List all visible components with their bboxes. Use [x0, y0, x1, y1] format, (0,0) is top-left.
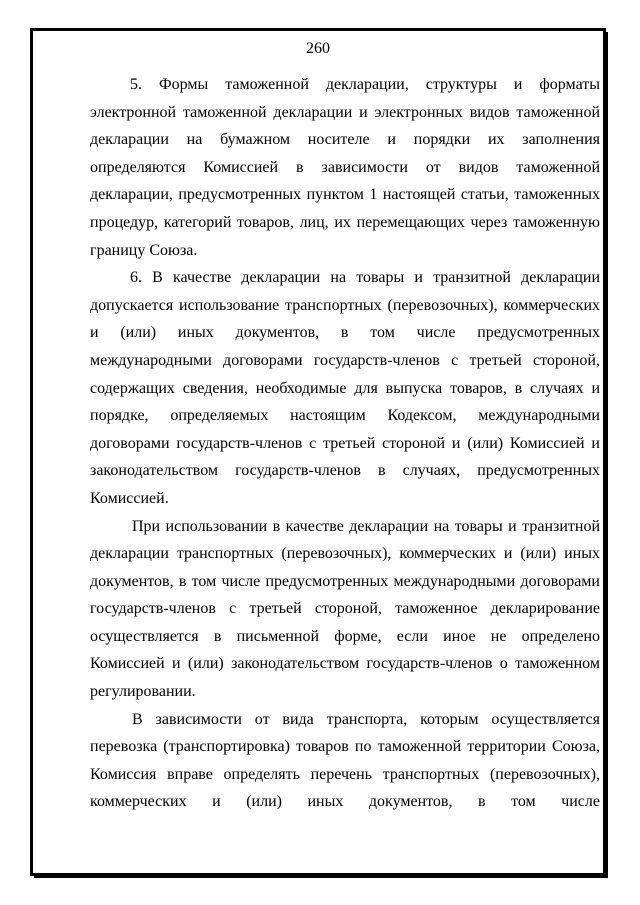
paragraph-6: 6. В качестве декларации на товары и транзитной декларации допускается использование транспортных (перевозочных), коммерческих и (или) иных документов, в том числе предусмотренных международными договорами государств-членов с третьей стороной, содержащих сведения, необходимые для выпуска товаров, в случаях и порядке, определяемых настоящим Кодексом, международными договорами государств-членов с третьей стороной и (или) Комиссией и законодательством государств-членов в случаях, предусмотренных Комиссией.: [90, 269, 600, 507]
paragraph-6-part-3: В зависимости от вида транспорта, которым осуществляется перевозка (транспортировка) товаров по таможенной территории Союза, Комиссия вправе определять перечень транспортных (перевозочных), коммерческих и (или) иных документов, в том числе: [90, 710, 600, 811]
page-number: 260: [306, 40, 330, 57]
paragraph-6-part-2: При использовании в качестве декларации на товары и транзитной декларации транспортных (перевозочных), коммерческих и (или) иных документов, в том числе предусмотренных международными договорами государств-членов с третьей стороной, таможенное декларирование осуществляется в письменной форме, если иное не определено Комиссией и (или) законодательством государств-членов о таможенном регулировании.: [90, 517, 600, 701]
document-body: [90, 71, 600, 816]
page-frame: [30, 28, 606, 876]
paragraph-5: 5. Формы таможенной декларации, структуры и форматы электронной таможенной декларации и электронных видов таможенной декларации на бумажном носителе и порядки их заполнения определяются Комиссией в зависимости от видов таможенной декларации, предусмотренных пунктом 1 настоящей статьи, таможенных процедур, категорий товаров, лиц, их перемещающих через таможенную границу Союза.: [90, 76, 600, 259]
